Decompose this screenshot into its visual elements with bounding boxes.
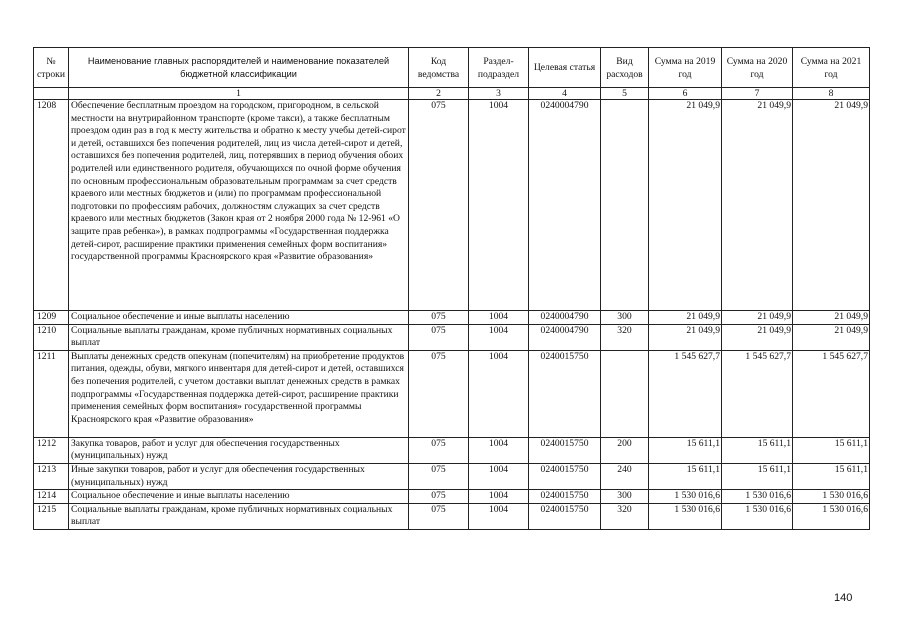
sum-2020-cell: 15 611,1 [722,463,793,489]
row-name-cell: Закупка товаров, работ и услуг для обеспечения государственных (муниципальных) нужд [69,437,409,463]
table-row [34,490,870,504]
section-code-cell: 1004 [469,350,529,437]
sum-2021-cell: 1 545 627,7 [793,350,870,437]
target-article-cell: 0240015750 [529,437,601,463]
row-name-cell: Социальное обеспечение и иные выплаты населению [69,311,409,325]
header-sum-2021: Сумма на 2021 год [793,48,870,88]
sum-2019-cell: 21 049,9 [649,100,722,311]
sum-2020-cell: 1 530 016,6 [722,503,793,529]
table-row [34,350,870,437]
row-number-cell: 1215 [34,503,69,529]
target-article-cell: 0240004790 [529,100,601,311]
sum-2019-cell: 21 049,9 [649,311,722,325]
expense-type-cell: 300 [601,490,649,504]
column-number: 1 [69,88,409,100]
department-code-cell: 075 [409,100,469,311]
header-department-code: Код ведомства [409,48,469,88]
sum-2021-cell: 21 049,9 [793,100,870,311]
department-code-cell: 075 [409,437,469,463]
section-code-cell: 1004 [469,311,529,325]
section-code-cell: 1004 [469,503,529,529]
header-sum-2019: Сумма на 2019 год [649,48,722,88]
header-name: Наименование главных распорядителей и наименование показателей бюджетной классификации [69,48,409,88]
department-code-cell: 075 [409,350,469,437]
sum-2021-cell: 21 049,9 [793,324,870,350]
expense-type-cell: 200 [601,437,649,463]
row-name-cell: Выплаты денежных средств опекунам (попечителям) на приобретение продуктов питания, одежды, обуви, мягкого инвентаря для детей-сирот и детей, оставшихся без попечения родителей, с учетом доставки выплат денежных средств в рамках подпрограммы «Государственная поддержка детей-сирот, расширение практики применения семейных форм воспитания» государственной программы Красноярского края «Развитие образования» [69,350,409,437]
sum-2021-cell: 15 611,1 [793,437,870,463]
header-target-article: Целевая статья [529,48,601,88]
row-number-cell: 1210 [34,324,69,350]
expense-type-cell: 240 [601,463,649,489]
row-name-cell: Социальное обеспечение и иные выплаты населению [69,490,409,504]
target-article-cell: 0240015750 [529,463,601,489]
sum-2021-cell: 1 530 016,6 [793,490,870,504]
row-number-cell: 1208 [34,100,69,311]
column-number: 4 [529,88,601,100]
table-row [34,503,870,529]
expense-type-cell [601,350,649,437]
sum-2019-cell: 1 530 016,6 [649,503,722,529]
sum-2020-cell: 21 049,9 [722,311,793,325]
row-number-cell: 1211 [34,350,69,437]
table-row [34,100,870,311]
expense-type-cell: 300 [601,311,649,325]
header-row-number: № строки [34,48,69,88]
sum-2020-cell: 21 049,9 [722,324,793,350]
column-number-row [34,88,870,100]
table-row [34,324,870,350]
budget-table [33,47,870,530]
row-number-cell: 1212 [34,437,69,463]
department-code-cell: 075 [409,324,469,350]
section-code-cell: 1004 [469,100,529,311]
section-code-cell: 1004 [469,490,529,504]
department-code-cell: 075 [409,490,469,504]
section-code-cell: 1004 [469,437,529,463]
department-code-cell: 075 [409,311,469,325]
row-name-cell: Иные закупки товаров, работ и услуг для обеспечения государственных (муниципальных) нужд [69,463,409,489]
row-number-cell: 1214 [34,490,69,504]
target-article-cell: 0240004790 [529,324,601,350]
row-number-cell: 1213 [34,463,69,489]
table-body [34,100,870,530]
target-article-cell: 0240004790 [529,311,601,325]
section-code-cell: 1004 [469,463,529,489]
expense-type-cell: 320 [601,324,649,350]
sum-2021-cell: 1 530 016,6 [793,503,870,529]
sum-2020-cell: 21 049,9 [722,100,793,311]
target-article-cell: 0240015750 [529,490,601,504]
sum-2020-cell: 1 530 016,6 [722,490,793,504]
page-number: 140 [834,592,853,604]
header-expense-type: Вид расходов [601,48,649,88]
target-article-cell: 0240015750 [529,350,601,437]
table-row [34,437,870,463]
header-sum-2020: Сумма на 2020 год [722,48,793,88]
sum-2019-cell: 15 611,1 [649,463,722,489]
row-name-cell: Социальные выплаты гражданам, кроме публичных нормативных социальных выплат [69,324,409,350]
row-name-cell: Социальные выплаты гражданам, кроме публичных нормативных социальных выплат [69,503,409,529]
column-number [34,88,69,100]
sum-2020-cell: 1 545 627,7 [722,350,793,437]
sum-2019-cell: 1 545 627,7 [649,350,722,437]
sum-2021-cell: 15 611,1 [793,463,870,489]
expense-type-cell [601,100,649,311]
header-row [34,48,870,88]
column-number: 5 [601,88,649,100]
sum-2019-cell: 21 049,9 [649,324,722,350]
column-number: 2 [409,88,469,100]
header-section: Раздел-подраздел [469,48,529,88]
sum-2019-cell: 15 611,1 [649,437,722,463]
column-number: 6 [649,88,722,100]
column-number: 8 [793,88,870,100]
sum-2020-cell: 15 611,1 [722,437,793,463]
sum-2019-cell: 1 530 016,6 [649,490,722,504]
department-code-cell: 075 [409,503,469,529]
section-code-cell: 1004 [469,324,529,350]
department-code-cell: 075 [409,463,469,489]
table-row [34,311,870,325]
column-number: 3 [469,88,529,100]
row-name-cell: Обеспечение бесплатным проездом на городском, пригородном, в сельской местности на внутрирайонном транспорте (кроме такси), а также бесплатным проездом один раз в год к месту жительства и обратно к месту учебы детей-сирот и детей, оставшихся без попечения родителей, лиц из числа детей-сирот и детей, оставшихся без попечения родителей, лиц, потерявших в период обучения обоих родителей или единственного родителя, обучающихся по очной форме обучения по основным профессиональным образовательным программам за счет средств краевого или местных бюджетов и (или) по программам профессиональной подготовки по профессиям рабочих, должностям служащих за счет средств краевого или местных бюджетов (Закон края от 2 ноября 2000 года № 12-961 «О защите прав ребенка»), в рамках подпрограммы «Государственная поддержка детей-сирот, расширение практики применения семейных форм воспитания» государственной программы Красноярского края «Развитие образования» [69,100,409,311]
table-row [34,463,870,489]
expense-type-cell: 320 [601,503,649,529]
target-article-cell: 0240015750 [529,503,601,529]
column-number: 7 [722,88,793,100]
row-number-cell: 1209 [34,311,69,325]
sum-2021-cell: 21 049,9 [793,311,870,325]
